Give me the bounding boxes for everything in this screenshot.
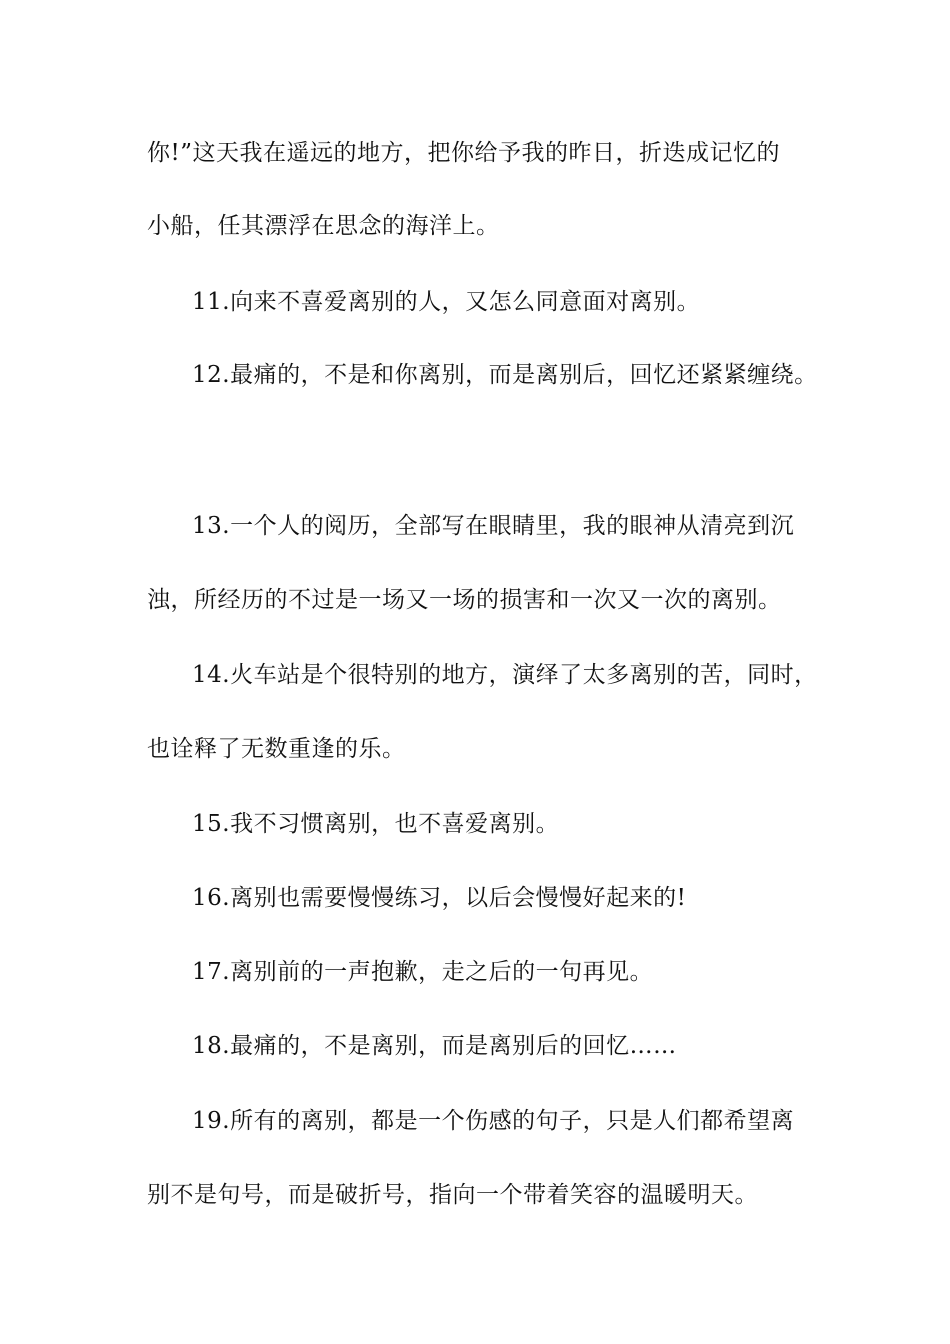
list-item-19: 19.所有的离别，都是一个伤感的句子，只是人们都希望离 bbox=[192, 1108, 795, 1134]
paragraph-line: 也诠释了无数重逢的乐。 bbox=[147, 736, 406, 762]
list-item-11: 11.向来不喜爱离别的人，又怎么同意面对离别。 bbox=[192, 289, 701, 315]
list-item-15: 15.我不习惯离别，也不喜爱离别。 bbox=[192, 811, 560, 837]
list-item-14: 14.火车站是个很特别的地方，演绎了太多离别的苦，同时， bbox=[192, 662, 818, 688]
list-item-12: 12.最痛的，不是和你离别，而是离别后，回忆还紧紧缠绕。 bbox=[192, 362, 818, 388]
list-item-18: 18.最痛的，不是离别，而是离别后的回忆…… bbox=[192, 1033, 677, 1059]
list-item-13: 13.一个人的阅历，全部写在眼睛里，我的眼神从清亮到沉 bbox=[192, 513, 795, 539]
paragraph-line: 小船，任其漂浮在思念的海洋上。 bbox=[147, 213, 500, 239]
list-item-16: 16.离别也需要慢慢练习，以后会慢慢好起来的! bbox=[192, 885, 687, 911]
paragraph-line: 别不是句号，而是破折号，指向一个带着笑容的温暖明天。 bbox=[147, 1182, 758, 1208]
paragraph-line: 浊，所经历的不过是一场又一场的损害和一次又一次的离别。 bbox=[147, 587, 782, 613]
paragraph-line: 你!”这天我在遥远的地方，把你给予我的昨日，折迭成记忆的 bbox=[147, 140, 781, 166]
list-item-17: 17.离别前的一声抱歉，走之后的一句再见。 bbox=[192, 959, 654, 985]
